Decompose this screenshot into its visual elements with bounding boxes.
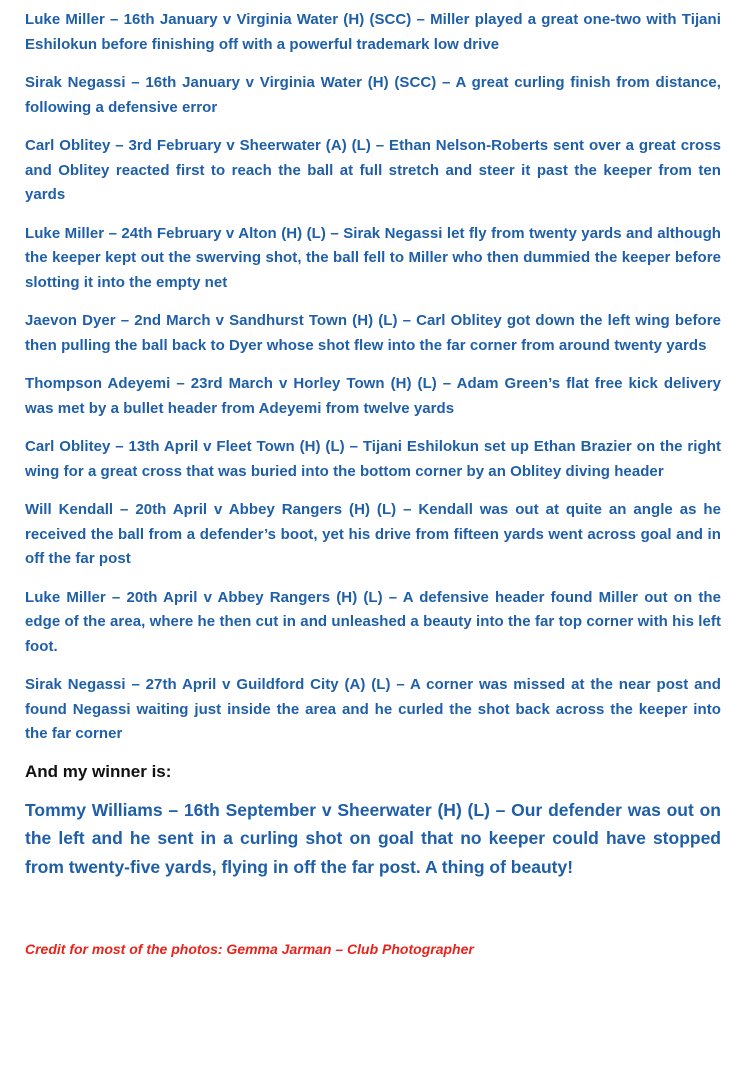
goal-entry-1: Luke Miller – 16th January v Virginia Water (H) (SCC) – Miller played a great one-two with Tijani Eshilokun before finishing off with a powerful trademark low drive [25, 11, 721, 53]
document-page [25, 8, 721, 959]
photo-credit: Credit for most of the photos: Gemma Jarman – Club Photographer [25, 941, 474, 957]
winner-entry: Tommy Williams – 16th September v Sheerwater (H) (L) – Our defender was out on the left and he sent in a curling shot on goal that no keeper could have stopped from twenty-five yards, flying in off the far post. A thing of beauty! [25, 799, 721, 877]
goal-entry-9: Luke Miller – 20th April v Abbey Rangers (H) (L) – A defensive header found Miller out on the edge of the area, where he then cut in and unleashed a beauty into the far top corner with his left foot. [25, 588, 721, 655]
goal-entry-3: Carl Oblitey – 3rd February v Sheerwater (A) (L) – Ethan Nelson-Roberts sent over a great cross and Oblitey reacted first to reach the ball at full stretch and steer it past the keeper from ten yards [25, 137, 721, 203]
goal-entry-7: Carl Oblitey – 13th April v Fleet Town (H) (L) – Tijani Eshilokun set up Ethan Brazier on the right wing for a great cross that was buried into the bottom corner by an Oblitey diving header [25, 438, 721, 480]
goal-entry-2: Sirak Negassi – 16th January v Virginia Water (H) (SCC) – A great curling finish from distance, following a defensive error [25, 74, 721, 116]
goal-entry-8: Will Kendall – 20th April v Abbey Rangers (H) (L) – Kendall was out at quite an angle as he received the ball from a defender’s boot, yet his drive from fifteen yards went across goal and in off the far post [25, 501, 721, 567]
goal-entry-10: Sirak Negassi – 27th April v Guildford City (A) (L) – A corner was missed at the near post and found Negassi waiting just inside the area and he curled the shot back across the keeper into the far corner [25, 676, 721, 742]
goal-entry-4: Luke Miller – 24th February v Alton (H) (L) – Sirak Negassi let fly from twenty yards and although the keeper kept out the swerving shot, the ball fell to Miller who then dummied the keeper before slotting it into the empty net [25, 224, 721, 291]
winner-heading: And my winner is: [25, 761, 172, 781]
goal-entry-6: Thompson Adeyemi – 23rd March v Horley Town (H) (L) – Adam Green’s flat free kick delivery was met by a bullet header from Adeyemi from twelve yards [25, 375, 721, 417]
goal-entry-5: Jaevon Dyer – 2nd March v Sandhurst Town (H) (L) – Carl Oblitey got down the left wing before then pulling the ball back to Dyer whose shot flew into the far corner from around twenty yards [25, 312, 721, 354]
